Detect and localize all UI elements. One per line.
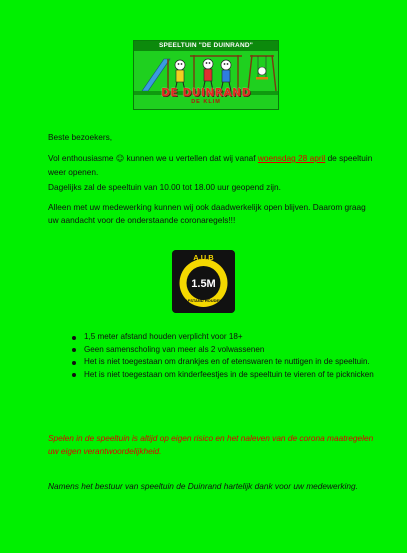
opening-text-middle: kunnen we u vertellen dat wij vanaf [124,153,258,163]
corona-rules-list [72,331,382,381]
opening-paragraph [48,152,378,178]
greeting: Beste bezoekers, [48,132,113,142]
opening-text-end: de speeltuin weer openen. [48,153,373,177]
list-item [72,344,382,357]
rule-text: 1,5 meter afstand houden verplicht voor 18+ [84,332,243,341]
smiley-icon: ☺ [115,154,125,163]
bullet-icon [72,348,76,352]
logo-title: DE DUINRAND [161,87,251,99]
rule-text: Geen samenscholing van meer als 2 volwassenen [84,344,265,354]
closing-thanks: Namens het bestuur van speeltuin de Duinrand hartelijk dank voor uw medewerking. [48,481,358,491]
opening-date: woensdag 28 april [257,153,326,163]
cooperation-paragraph: Alleen met uw medewerking kunnen wij ook daadwerkelijk open blijven. Daarom graag uw aandacht voor de onderstaande coronaregels!!! [48,202,366,225]
sign-distance-value: 1.5M [191,278,216,290]
logo-banner-text: SPEELTUIN "DE DUINRAND" [134,41,278,51]
distance-sign [172,250,235,313]
rule-text: Het is niet toegestaan om kinderfeestjes in de speeltuin te vieren of te picknicken [84,369,374,379]
bullet-icon [72,336,76,340]
bullet-icon [72,373,76,377]
logo-subtitle: DE KLIM [191,99,221,105]
list-item [72,356,382,369]
list-item [72,369,382,382]
risk-warning: Spelen in de speeltuin is altijd op eigen risico en het naleven van de corona maatregelen uw eigen verantwoordelijkheid. [48,433,374,456]
rule-text: Het is niet toegestaan om drankjes en of etenswaren te nuttigen in de speeltuin. [84,357,370,367]
opening-hours: Dagelijks zal de speeltuin van 10.00 tot 18.00 uur geopend zijn. [48,182,281,192]
sign-top-text: A.U.B [193,253,214,262]
opening-text-start: Vol enthousiasme [48,153,116,163]
sign-bottom-text: AFSTAND HOUDEN [184,298,223,303]
list-item [72,331,382,344]
bullet-icon [72,361,76,365]
playground-logo [133,40,279,110]
